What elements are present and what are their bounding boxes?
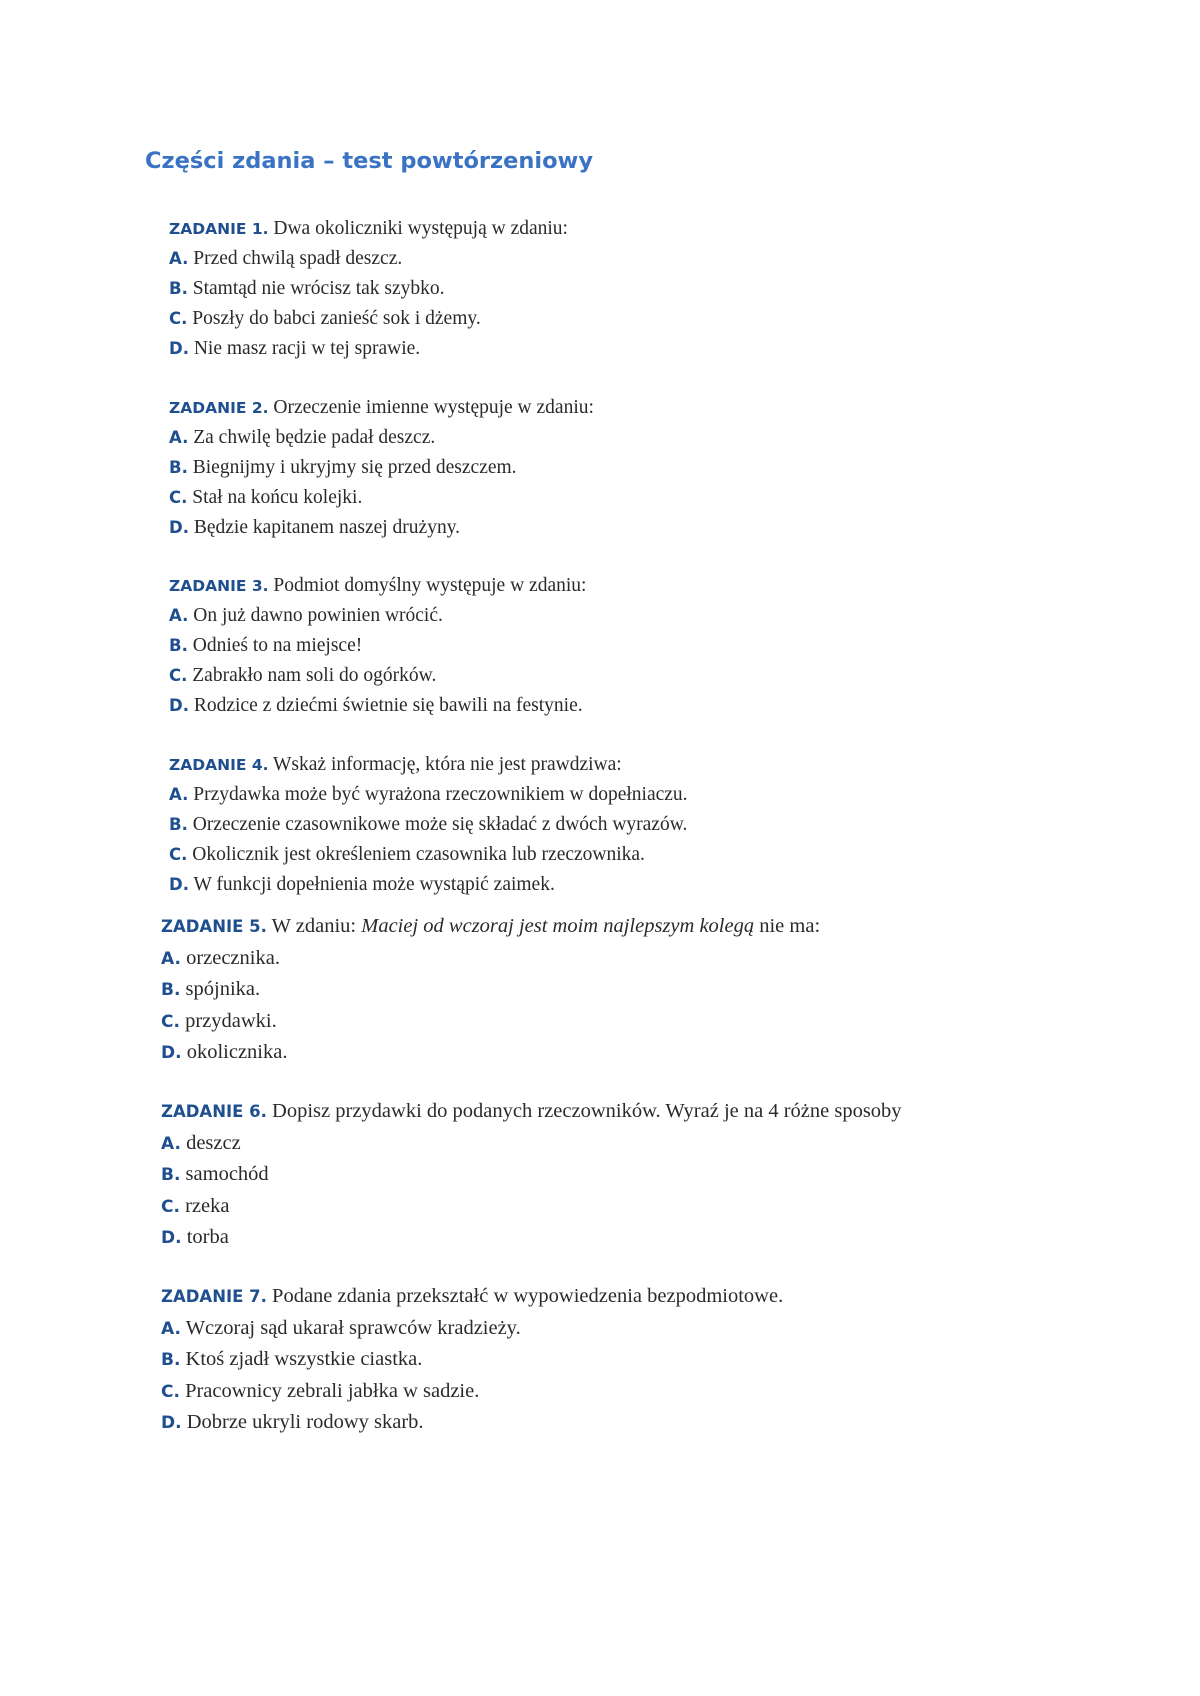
option-letter: C. — [169, 845, 188, 864]
task-6-option-b — [161, 1159, 951, 1191]
option-letter: A. — [169, 249, 189, 268]
task-4-prompt-text: Wskaż informację, która nie jest prawdziwa: — [268, 754, 622, 775]
option-letter: A. — [161, 948, 181, 969]
task-3-prompt — [169, 571, 959, 601]
option-letter: C. — [161, 1381, 180, 1402]
option-text: Zabrakło nam soli do ogórków. — [187, 665, 437, 686]
option-text: Orzeczenie czasownikowe może się składać z dwóch wyrazów. — [187, 814, 688, 835]
task-5-example-sentence: Maciej od wczoraj jest moim najlepszym kolegą — [361, 915, 755, 937]
option-letter: D. — [161, 1413, 182, 1433]
option-text: Biegnijmy i ukryjmy się przed deszczem. — [187, 457, 517, 478]
option-text: przydawki. — [179, 1009, 277, 1032]
task-6-option-d — [161, 1222, 951, 1254]
option-letter: D. — [169, 875, 189, 894]
task-7-prompt — [161, 1281, 951, 1313]
option-letter: C. — [169, 488, 188, 507]
task-4-prompt — [169, 750, 959, 780]
option-text: Nie masz racji w tej sprawie. — [188, 338, 421, 359]
task-5 — [161, 911, 951, 1069]
task-5-option-c — [161, 1006, 951, 1038]
task-7-option-c — [161, 1376, 951, 1408]
task-1-label: ZADANIE 1. — [169, 220, 269, 238]
option-text: torba — [181, 1226, 229, 1248]
option-letter: B. — [169, 279, 188, 298]
task-6-option-c — [161, 1191, 951, 1223]
option-letter: B. — [169, 636, 188, 655]
task-2-prompt — [169, 393, 959, 423]
task-1-option-d — [169, 334, 959, 364]
task-2-option-b — [169, 453, 959, 483]
task-7-option-d — [161, 1407, 951, 1439]
task-1-option-a — [169, 244, 959, 274]
task-2-label: ZADANIE 2. — [169, 399, 269, 417]
option-text: Przydawka może być wyrażona rzeczownikiem w dopełniaczu. — [188, 784, 688, 805]
page-title: Części zdania – test powtórzeniowy — [145, 148, 594, 174]
option-text: Poszły do babci zanieść sok i dżemy. — [187, 308, 481, 329]
task-7-option-a — [161, 1313, 951, 1345]
option-text: okolicznika. — [181, 1041, 288, 1063]
task-3-prompt-text: Podmiot domyślny występuje w zdaniu: — [268, 575, 587, 596]
option-text: orzecznika. — [180, 946, 280, 969]
task-5-prompt — [161, 911, 951, 943]
task-2-option-d — [169, 513, 959, 543]
task-6 — [161, 1096, 951, 1254]
task-3 — [169, 571, 959, 721]
task-2-prompt-text: Orzeczenie imienne występuje w zdaniu: — [268, 397, 594, 418]
option-letter: A. — [169, 428, 189, 447]
option-letter: D. — [169, 696, 189, 715]
option-text: Pracownicy zebrali jabłka w sadzie. — [179, 1379, 480, 1402]
option-letter: B. — [169, 815, 188, 834]
task-6-prompt-text: Dopisz przydawki do podanych rzeczowników. Wyraź je na 4 różne sposoby — [266, 1100, 902, 1122]
option-text: Okolicznik jest określeniem czasownika lub rzeczownika. — [187, 844, 645, 865]
task-3-label: ZADANIE 3. — [169, 577, 269, 595]
option-letter: D. — [169, 339, 189, 358]
task-7-label: ZADANIE 7. — [161, 1287, 267, 1306]
option-text: deszcz — [180, 1131, 241, 1154]
task-4-option-a — [169, 780, 959, 810]
task-5-option-b — [161, 974, 951, 1006]
task-4-label: ZADANIE 4. — [169, 756, 269, 774]
task-7 — [161, 1281, 951, 1439]
option-text: Wczoraj sąd ukarał sprawców kradzieży. — [180, 1316, 521, 1339]
option-text: Dobrze ukryli rodowy skarb. — [181, 1411, 424, 1433]
task-5-option-a — [161, 943, 951, 975]
option-text: Za chwilę będzie padał deszcz. — [188, 427, 436, 448]
task-1-prompt — [169, 214, 959, 244]
task-2-option-a — [169, 423, 959, 453]
task-5-label: ZADANIE 5. — [161, 917, 267, 936]
task-3-option-a — [169, 601, 959, 631]
task-4-option-d — [169, 870, 959, 900]
option-letter: A. — [169, 785, 189, 804]
option-letter: D. — [169, 518, 189, 537]
task-1-prompt-text: Dwa okoliczniki występują w zdaniu: — [268, 218, 568, 239]
option-text: rzeka — [179, 1194, 230, 1217]
task-6-option-a — [161, 1128, 951, 1160]
option-letter: A. — [169, 606, 189, 625]
task-1 — [169, 214, 959, 364]
option-letter: C. — [161, 1011, 180, 1032]
option-text: Stamtąd nie wrócisz tak szybko. — [187, 278, 445, 299]
option-letter: B. — [161, 1165, 181, 1185]
option-text: Rodzice z dziećmi świetnie się bawili na festynie. — [188, 695, 583, 716]
task-7-option-b — [161, 1344, 951, 1376]
task-3-option-b — [169, 631, 959, 661]
task-6-label: ZADANIE 6. — [161, 1102, 267, 1121]
option-letter: C. — [169, 309, 188, 328]
option-letter: C. — [161, 1196, 180, 1217]
option-letter: D. — [161, 1043, 182, 1063]
task-5-prompt-pre: W zdaniu: — [266, 915, 362, 937]
option-text: Stał na końcu kolejki. — [187, 487, 363, 508]
option-text: W funkcji dopełnienia może wystąpić zaimek. — [188, 874, 555, 895]
option-text: Odnieś to na miejsce! — [187, 635, 363, 656]
task-7-prompt-text: Podane zdania przekształć w wypowiedzenia bezpodmiotowe. — [266, 1285, 784, 1307]
option-letter: A. — [161, 1318, 181, 1339]
option-letter: C. — [169, 666, 188, 685]
task-4 — [169, 750, 959, 900]
option-text: On już dawno powinien wrócić. — [188, 605, 443, 626]
option-letter: B. — [161, 1350, 181, 1370]
option-letter: D. — [161, 1228, 182, 1248]
option-letter: B. — [169, 458, 188, 477]
option-text: Przed chwilą spadł deszcz. — [188, 248, 403, 269]
task-6-prompt — [161, 1096, 951, 1128]
task-4-option-b — [169, 810, 959, 840]
task-1-option-c — [169, 304, 959, 334]
task-5-prompt-post: nie ma: — [754, 915, 821, 937]
option-text: Ktoś zjadł wszystkie ciastka. — [180, 1348, 423, 1370]
option-letter: A. — [161, 1133, 181, 1154]
option-letter: B. — [161, 980, 181, 1000]
task-2-option-c — [169, 483, 959, 513]
task-5-option-d — [161, 1037, 951, 1069]
option-text: samochód — [180, 1163, 269, 1185]
task-4-option-c — [169, 840, 959, 870]
task-2 — [169, 393, 959, 543]
task-3-option-c — [169, 661, 959, 691]
option-text: spójnika. — [180, 978, 261, 1000]
task-3-option-d — [169, 691, 959, 721]
option-text: Będzie kapitanem naszej drużyny. — [188, 517, 461, 538]
task-1-option-b — [169, 274, 959, 304]
